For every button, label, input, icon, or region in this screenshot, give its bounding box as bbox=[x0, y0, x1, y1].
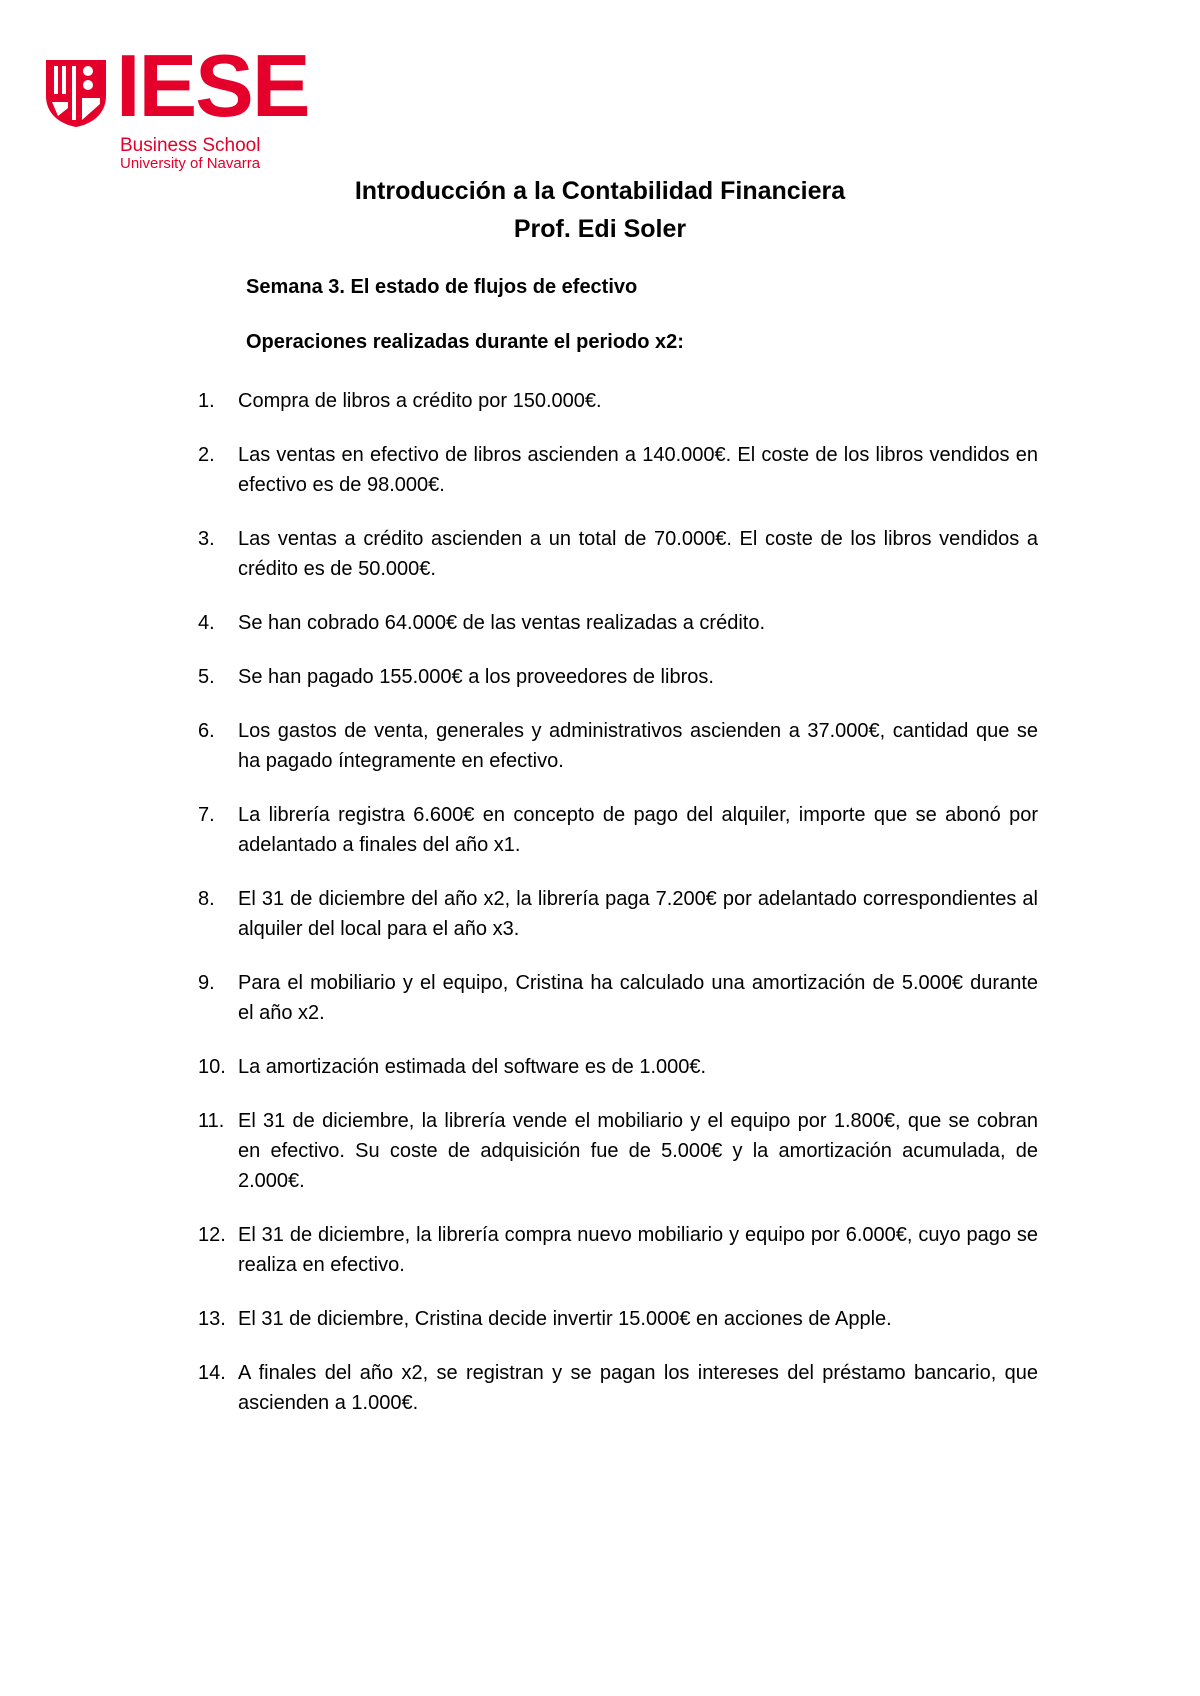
list-item-text: Se han cobrado 64.000€ de las ventas realizadas a crédito. bbox=[238, 612, 766, 634]
list-item-number: 13. bbox=[198, 1308, 226, 1330]
list-item bbox=[198, 800, 1038, 860]
list-item-number: 1. bbox=[198, 390, 215, 412]
list-item bbox=[198, 716, 1038, 776]
iese-shield-icon bbox=[44, 58, 108, 128]
list-item-number: 3. bbox=[198, 528, 215, 550]
list-item-text: La librería registra 6.600€ en concepto de pago del alquiler, importe que se abonó por adelantado a finales del año x1. bbox=[238, 804, 1038, 856]
logo-university-name: University of Navarra bbox=[120, 155, 261, 172]
list-item-number: 5. bbox=[198, 666, 215, 688]
operations-heading: Operaciones realizadas durante el periodo x2: bbox=[246, 331, 684, 353]
list-item bbox=[198, 440, 1038, 500]
list-item bbox=[198, 1052, 1038, 1082]
list-item bbox=[198, 1220, 1038, 1280]
list-item-number: 14. bbox=[198, 1362, 226, 1384]
list-item bbox=[198, 608, 1038, 638]
list-item bbox=[198, 968, 1038, 1028]
list-item-text: Se han pagado 155.000€ a los proveedores de libros. bbox=[238, 666, 714, 688]
list-item-text: Compra de libros a crédito por 150.000€. bbox=[238, 390, 602, 412]
list-item bbox=[198, 386, 1038, 416]
logo-wordmark: IESE bbox=[116, 36, 309, 135]
list-item-number: 10. bbox=[198, 1056, 226, 1078]
list-item-text: Las ventas en efectivo de libros ascienden a 140.000€. El coste de los libros vendidos en efectivo es de 98.000€. bbox=[238, 444, 1038, 496]
document-title bbox=[0, 172, 1200, 248]
week-heading: Semana 3. El estado de flujos de efectivo bbox=[246, 276, 638, 298]
list-item bbox=[198, 662, 1038, 692]
list-item-number: 12. bbox=[198, 1224, 226, 1246]
list-item bbox=[198, 524, 1038, 584]
list-item-text: La amortización estimada del software es de 1.000€. bbox=[238, 1056, 707, 1078]
list-item-text: A finales del año x2, se registran y se pagan los intereses del préstamo bancario, que ascienden a 1.000€. bbox=[238, 1362, 1038, 1414]
list-item-number: 6. bbox=[198, 720, 215, 742]
list-item bbox=[198, 884, 1038, 944]
course-title: Introducción a la Contabilidad Financiera bbox=[354, 177, 846, 205]
list-item-text: El 31 de diciembre, Cristina decide invertir 15.000€ en acciones de Apple. bbox=[238, 1308, 892, 1330]
list-item-number: 4. bbox=[198, 612, 215, 634]
list-item bbox=[198, 1358, 1038, 1418]
logo-school-name: Business School bbox=[120, 135, 261, 156]
list-item bbox=[198, 1304, 1038, 1334]
list-item-number: 2. bbox=[198, 444, 215, 466]
list-item-text: Para el mobiliario y el equipo, Cristina ha calculado una amortización de 5.000€ durante el año x2. bbox=[238, 972, 1038, 1024]
list-item-number: 8. bbox=[198, 888, 215, 910]
list-item-number: 11. bbox=[198, 1110, 225, 1132]
operations-list bbox=[198, 386, 1038, 1418]
list-item-text: El 31 de diciembre, la librería compra nuevo mobiliario y equipo por 6.000€, cuyo pago se realiza en efectivo. bbox=[238, 1224, 1038, 1276]
list-item-number: 9. bbox=[198, 972, 215, 994]
professor-name: Prof. Edi Soler bbox=[513, 215, 687, 243]
list-item-text: Las ventas a crédito ascienden a un total de 70.000€. El coste de los libros vendidos a crédito es de 50.000€. bbox=[238, 528, 1038, 580]
list-item-text: Los gastos de venta, generales y administrativos ascienden a 37.000€, cantidad que se ha pagado íntegramente en efectivo. bbox=[238, 720, 1038, 772]
iese-logo bbox=[44, 36, 309, 176]
list-item-number: 7. bbox=[198, 804, 215, 826]
list-item bbox=[198, 1106, 1038, 1196]
list-item-text: El 31 de diciembre del año x2, la librería paga 7.200€ por adelantado correspondientes al alquiler del local para el año x3. bbox=[238, 888, 1038, 940]
list-item-text: El 31 de diciembre, la librería vende el mobiliario y el equipo por 1.800€, que se cobran en efectivo. Su coste de adquisición fue de 5.000€ y la amortización acumulada, de 2.000€. bbox=[238, 1110, 1038, 1192]
